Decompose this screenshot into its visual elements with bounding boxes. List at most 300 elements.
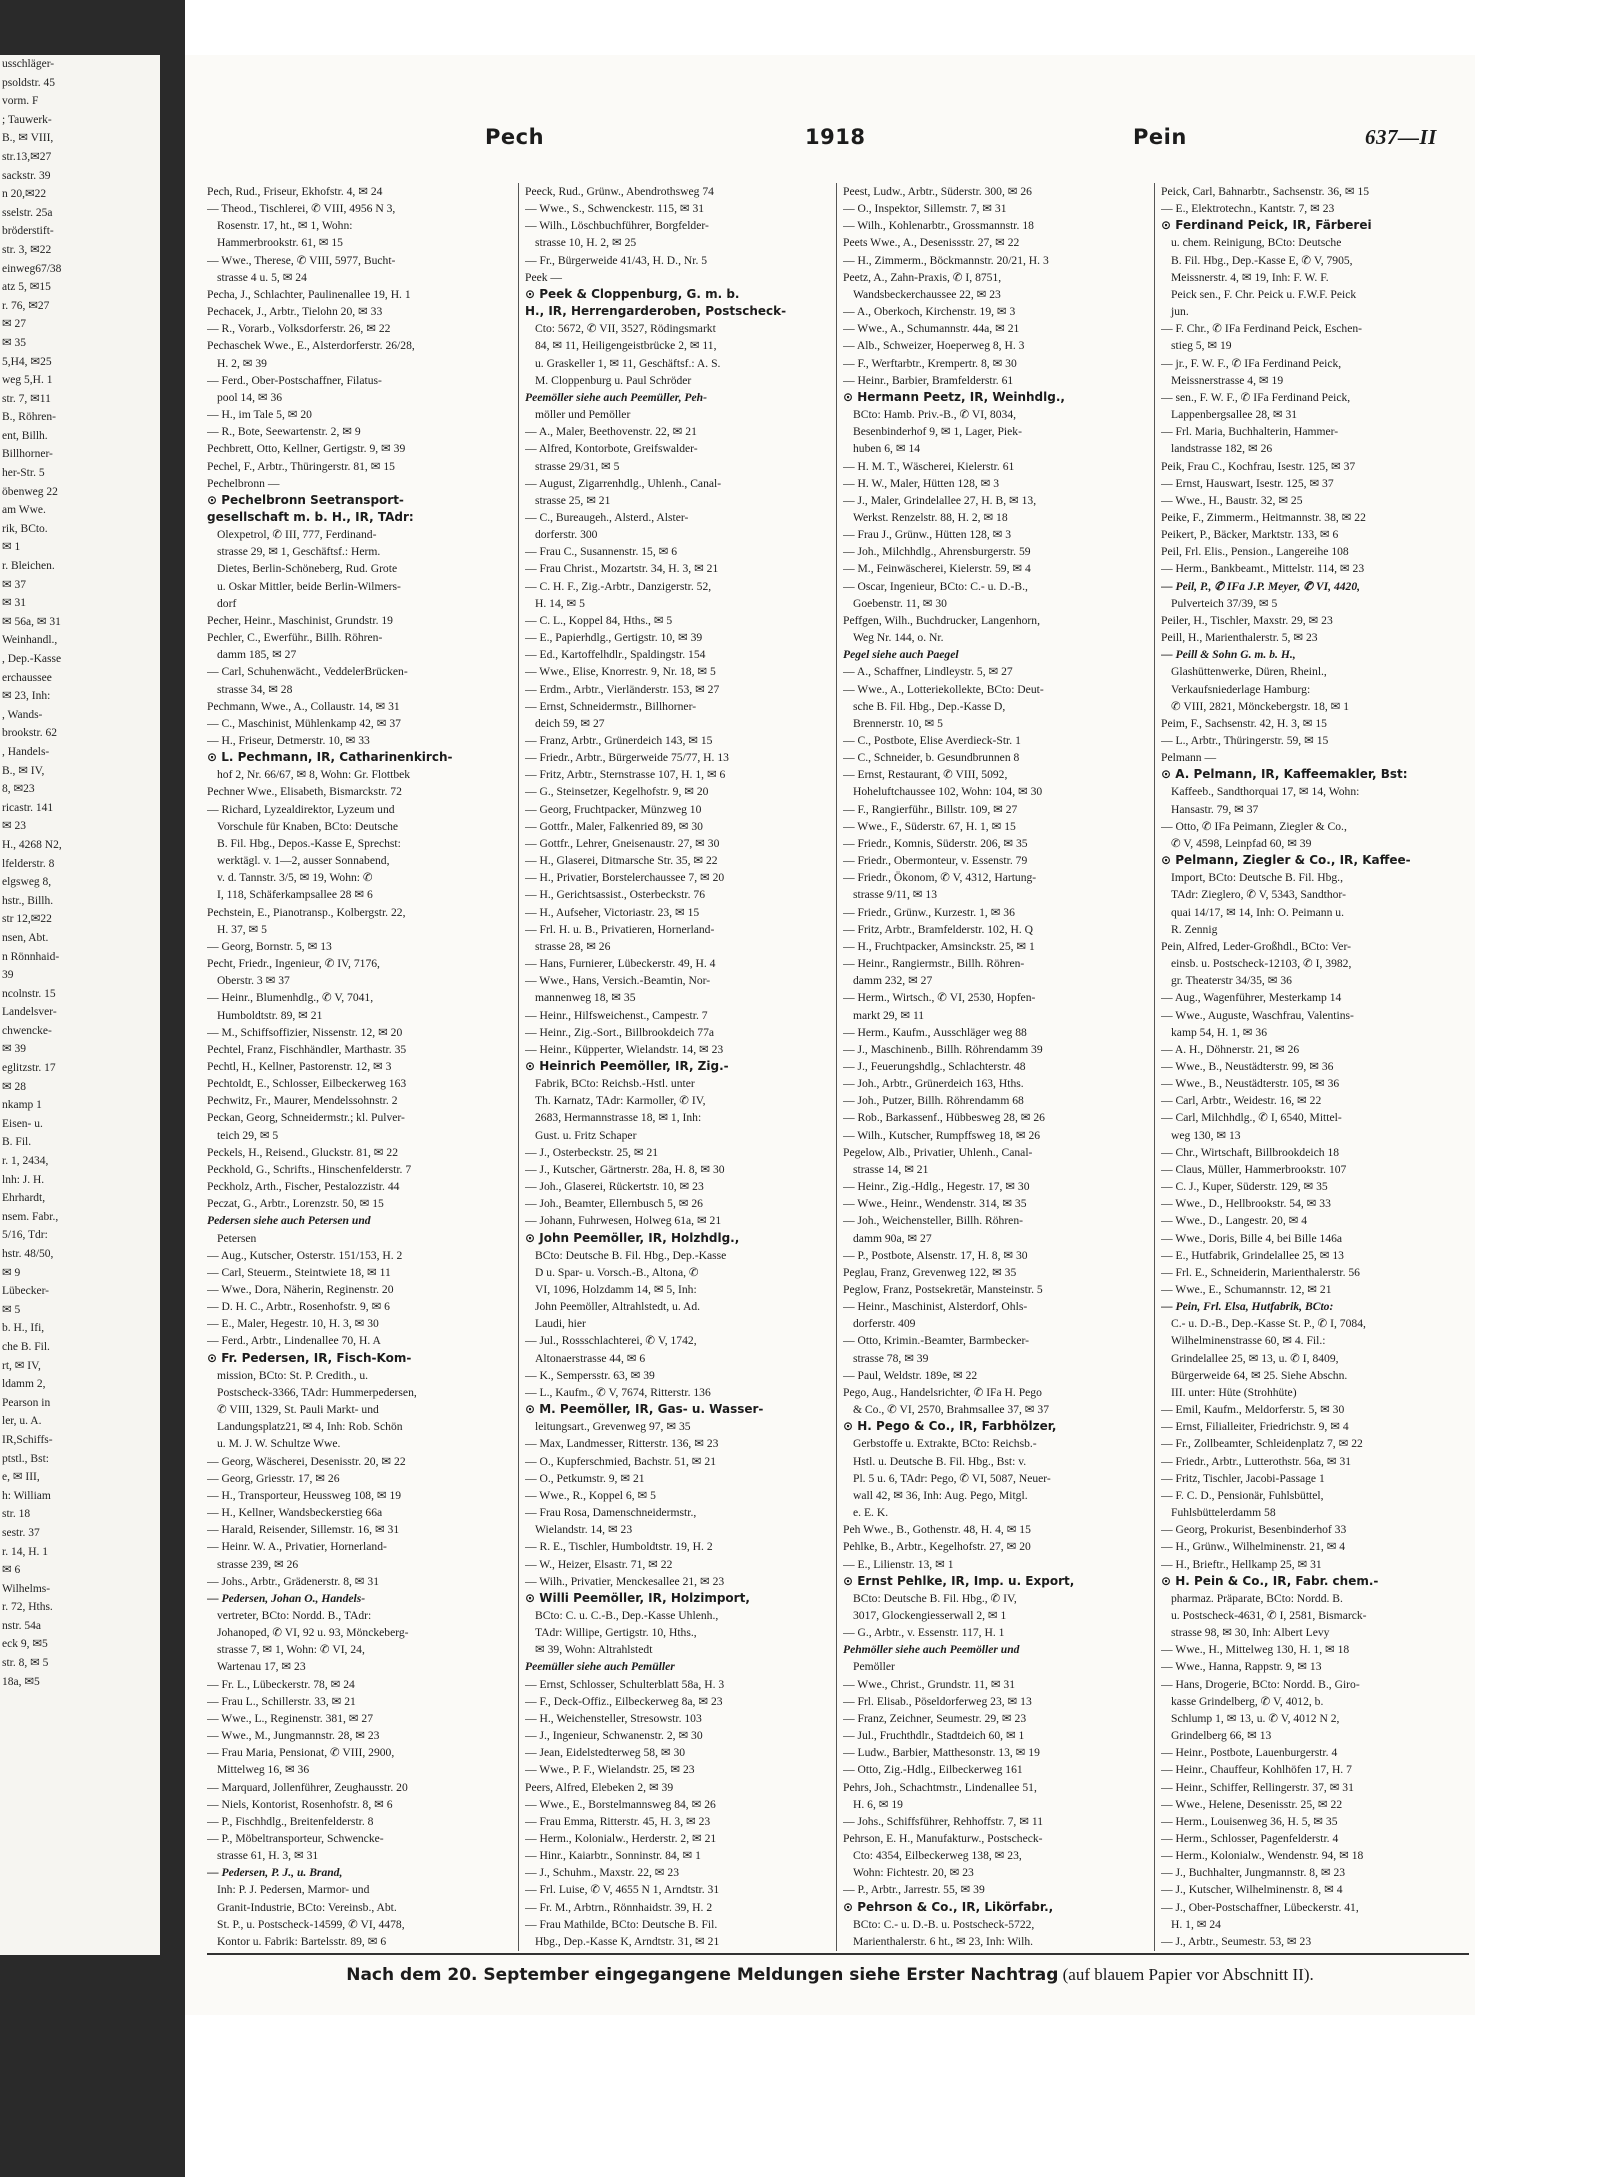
- directory-entry-line: — Carl, Arbtr., Weidestr. 16, ✉ 22: [1161, 1094, 1322, 1108]
- directory-entry-line: gr. Theaterstr 34/35, ✉ 36: [1171, 974, 1292, 988]
- directory-entry-line: — Peill & Sohn G. m. b. H.,: [1161, 648, 1296, 662]
- directory-entry-line: Rosenstr. 17, ht., ✉ 1, Wohn:: [217, 219, 353, 233]
- directory-entry-line: Pecher, Heinr., Maschinist, Grundstr. 19: [207, 613, 393, 627]
- directory-entry-line: — Joh., Putzer, Billh. Röhrendamm 68: [843, 1094, 1024, 1108]
- directory-entry-line: — Friedr., Arbtr., Bürgerweide 75/77, H. 13: [525, 751, 729, 765]
- directory-entry-line: — H. M. T., Wäscherei, Kielerstr. 61: [843, 459, 1015, 473]
- previous-page-line: Billhorner-: [2, 448, 53, 461]
- previous-page-line: str. 3, ✉22: [2, 243, 52, 256]
- previous-page-line: öbenweg 22: [2, 485, 58, 498]
- directory-entry-line: — Georg, Fruchtpacker, Münzweg 10: [525, 802, 702, 816]
- directory-entry-line: BCto: C.- u. D.-B. u. Postscheck-5722,: [853, 1917, 1035, 1931]
- directory-entry-line: — Heinr., Hilfsweichenst., Campestr. 7: [525, 1008, 708, 1022]
- directory-entry-line: — H., im Tale 5, ✉ 20: [207, 408, 312, 422]
- directory-entry-line: Pechtel, Franz, Fischhändler, Marthastr. 35: [207, 1042, 407, 1056]
- columns-area: [207, 183, 1469, 1951]
- directory-entry-line: ✆ V, 4598, Leinpfad 60, ✉ 39: [1171, 836, 1312, 850]
- directory-entry-line: strasse 61, H. 3, ✉ 31: [217, 1849, 319, 1863]
- previous-page-line: r. 72, Hths.: [2, 1601, 53, 1614]
- previous-page-line: hstr., Billh.: [2, 894, 54, 907]
- directory-entry-line: Pehrs, Joh., Schachtmstr., Lindenallee 51,: [843, 1780, 1037, 1794]
- previous-page-line: 18a, ✉5: [2, 1675, 40, 1688]
- directory-entry-line: — F. Chr., ✆ IFa Ferdinand Peick, Eschen-: [1161, 322, 1363, 336]
- directory-entry-line: ⊙ Willi Peemöller, IR, Holzimport,: [525, 1590, 750, 1605]
- bottom-rule: [207, 1953, 1469, 1955]
- directory-entry-line: — G., Steinsetzer, Kegelhofstr. 9, ✉ 20: [525, 785, 709, 799]
- directory-entry-line: Pechelbronn —: [207, 476, 280, 490]
- directory-entry-line: — Alb., Schweizer, Hoeperweg 8, H. 3: [843, 339, 1025, 353]
- directory-entry-line: vertreter, BCto: Nordd. B., TAdr:: [217, 1608, 372, 1622]
- directory-entry-line: — Joh., Milchhdlg., Ahrensburgerstr. 59: [843, 545, 1031, 559]
- previous-page-line: ✉ 23: [2, 820, 27, 833]
- directory-entry-line: Besenbinderhof 9, ✉ 1, Lager, Piek-: [853, 425, 1022, 439]
- directory-page: [185, 55, 1475, 2015]
- directory-entry-line: — H., Gerichtsassist., Osterbeckstr. 76: [525, 888, 705, 902]
- directory-entry-line: strasse 98, ✉ 30, Inh: Albert Levy: [1171, 1626, 1330, 1640]
- directory-entry-line: C.- u. D.-B., Dep.-Kasse St. P., ✆ I, 7084,: [1171, 1317, 1366, 1331]
- column-divider: [836, 183, 837, 1951]
- directory-entry-line: mannenweg 18, ✉ 35: [535, 991, 636, 1005]
- directory-entry-line: R. Zennig: [1171, 922, 1218, 936]
- previous-page-line: che B. Fil.: [2, 1340, 50, 1353]
- directory-entry-line: [1161, 1950, 1469, 1951]
- directory-entry-line: — Wwe., Dora, Näherin, Reginenstr. 20: [207, 1283, 394, 1296]
- directory-entry-line: Dietes, Berlin-Schöneberg, Rud. Grote: [217, 562, 398, 576]
- previous-page-line: str.13,✉27: [2, 150, 52, 163]
- directory-entry-line: Pemöller: [853, 1660, 895, 1674]
- directory-entry-line: — Frau Emma, Ritterstr. 45, H. 3, ✉ 23: [525, 1814, 711, 1828]
- directory-entry-line: — Frl. E., Schneiderin, Marienthalerstr. 56: [1161, 1265, 1360, 1279]
- directory-entry-line: Altonaerstrasse 44, ✉ 6: [535, 1351, 646, 1365]
- previous-page-line: , Dep.-Kasse: [2, 653, 62, 665]
- directory-entry-line: — Ernst, Filialleiter, Friedrichstr. 9, ✉ 4: [1161, 1420, 1349, 1434]
- directory-entry-line: BCto: Hamb. Priv.-B., ✆ VI, 8034,: [853, 408, 1017, 422]
- directory-entry-line: — Wwe., S., Schwenckestr. 115, ✉ 31: [525, 202, 705, 216]
- directory-entry-line: — Carl, Schuhenwächt., VeddelerBrücken-: [207, 665, 408, 679]
- directory-entry-line: ⊙ Hermann Peetz, IR, Weinhdlg.,: [843, 389, 1065, 404]
- directory-entry-line: VI, 1096, Holzdamm 14, ✉ 5, Inh:: [535, 1283, 697, 1296]
- directory-entry-line: sche B. Fil. Hbg., Dep.-Kasse D,: [853, 699, 1006, 713]
- directory-entry-line: — Friedr., Obermonteur, v. Essenstr. 79: [843, 854, 1028, 868]
- directory-entry-line: — W., Heizer, Elsastr. 71, ✉ 22: [525, 1557, 673, 1571]
- directory-entry-line: — J., Osterbeckstr. 25, ✉ 21: [525, 1145, 659, 1159]
- previous-page-line: lfelderstr. 8: [2, 857, 55, 870]
- directory-entry-line: Granit-Industrie, BCto: Vereinsb., Abt.: [217, 1900, 397, 1914]
- directory-entry-line: — Wwe., B., Neustädterstr. 105, ✉ 36: [1161, 1077, 1340, 1091]
- directory-entry-line: Pecha, J., Schlachter, Paulinenallee 19, H. 1: [207, 287, 411, 301]
- directory-entry-line: Wartenau 17, ✉ 23: [217, 1660, 306, 1674]
- directory-entry-line: Peglau, Franz, Grevenweg 122, ✉ 35: [843, 1265, 1017, 1279]
- directory-entry-line: — August, Zigarrenhdlg., Uhlenh., Canal-: [525, 476, 722, 490]
- directory-entry-line: — Jul., Rossschlachterei, ✆ V, 1742,: [525, 1334, 697, 1348]
- directory-entry-line: — Herm., Kolonialw., Herderstr. 2, ✉ 21: [525, 1832, 717, 1845]
- directory-entry-line: Postscheck-3366, TAdr: Hummerpedersen,: [217, 1385, 417, 1399]
- directory-entry-line: strasse 29, ✉ 1, Geschäftsf.: Herm.: [217, 545, 381, 559]
- directory-entry-line: — Harald, Reisender, Sillemstr. 16, ✉ 31: [207, 1523, 400, 1537]
- directory-entry-line: hof 2, Nr. 66/67, ✉ 8, Wohn: Gr. Flottbek: [217, 768, 411, 782]
- directory-entry-line: — Rob., Barkassenf., Hübbesweg 28, ✉ 26: [843, 1111, 1045, 1125]
- directory-entry-line: mission, BCto: St. P. Credith., u.: [217, 1368, 369, 1382]
- page-header: [185, 125, 1475, 165]
- directory-entry-line: — Niels, Kontorist, Rosenhofstr. 8, ✉ 6: [207, 1797, 393, 1811]
- directory-entry-line: dorferstr. 300: [535, 528, 598, 542]
- directory-entry-line: — J., Buchhalter, Jungmannstr. 8, ✉ 23: [1161, 1866, 1346, 1880]
- previous-page-line: r. 76, ✉27: [2, 299, 50, 312]
- directory-entry-line: — Frau Christ., Mozartstr. 34, H. 3, ✉ 21: [525, 562, 719, 576]
- directory-entry-line: — Joh., Beamter, Ellernbusch 5, ✉ 26: [525, 1197, 703, 1211]
- directory-entry-line: — Fr., Zollbeamter, Schleidenplatz 7, ✉ 22: [1161, 1437, 1363, 1451]
- directory-entry-line: u. Oskar Mittler, beide Berlin-Wilmers-: [217, 579, 401, 593]
- directory-entry-line: — C., Postbote, Elise Averdieck-Str. 1: [843, 734, 1021, 747]
- directory-entry-line: — Frau C., Susannenstr. 15, ✉ 6: [525, 545, 678, 559]
- directory-entry-line: Werkst. Renzelstr. 88, H. 2, ✉ 18: [853, 510, 1008, 524]
- directory-entry-line: damm 232, ✉ 27: [853, 974, 933, 988]
- directory-entry-line: — H., Kellner, Wandsbeckerstieg 66a: [207, 1506, 383, 1520]
- directory-entry-line: H. 37, ✉ 5: [217, 922, 267, 936]
- directory-entry-line: Pechaschek Wwe., E., Alsterdorferstr. 26/28,: [207, 339, 415, 353]
- directory-entry-line: Glashüttenwerke, Düren, Rheinl.,: [1171, 665, 1327, 679]
- directory-entry-line: — E., Hutfabrik, Grindelallee 25, ✉ 13: [1161, 1248, 1344, 1262]
- directory-entry-line: — Aug., Wagenführer, Mesterkamp 14: [1161, 991, 1342, 1005]
- directory-entry-line: — Joh., Weichensteller, Billh. Röhren-: [843, 1214, 1023, 1228]
- directory-entry-line: kasse Grindelberg, ✆ V, 4012, b.: [1171, 1694, 1324, 1708]
- directory-entry-line: — C., Bureaugeh., Alsterd., Alster-: [525, 510, 689, 524]
- directory-entry-line: Pego, Aug., Handelsrichter, ✆ IFa H. Pego: [843, 1385, 1042, 1399]
- directory-entry-line: — Frau Maria, Pensionat, ✆ VIII, 2900,: [207, 1746, 395, 1760]
- directory-entry-line: Verkaufsniederlage Hamburg:: [1171, 682, 1311, 696]
- directory-entry-line: ✆ VIII, 1329, St. Pauli Markt- und: [217, 1403, 379, 1417]
- previous-page-line: elgsweg 8,: [2, 876, 52, 889]
- directory-entry-line: — Otto, ✆ IFa Peimann, Ziegler & Co.,: [1161, 819, 1347, 833]
- directory-entry-line: — Frl. Maria, Buchhalterin, Hammer-: [1161, 425, 1339, 439]
- directory-entry-line: — J., Ingenieur, Schwanenstr. 2, ✉ 30: [525, 1729, 703, 1743]
- directory-entry-line: Pehmöller siehe auch Peemöller und: [843, 1643, 1020, 1657]
- directory-entry-line: — Hans, Drogerie, BCto: Nordd. B., Giro-: [1161, 1677, 1360, 1691]
- directory-entry-line: — Ludw., Barbier, Matthesonstr. 13, ✉ 19: [843, 1746, 1040, 1760]
- directory-entry-line: strasse 9/11, ✉ 13: [853, 888, 937, 902]
- directory-entry-line: — Erdm., Arbtr., Vierländerstr. 153, ✉ 27: [525, 682, 720, 696]
- previous-page-line: b. H., Ifi,: [2, 1322, 45, 1335]
- column-divider: [1154, 183, 1155, 1951]
- directory-entry-line: stieg 5, ✉ 19: [1171, 339, 1232, 353]
- directory-entry-line: — E., Elektrotechn., Kantstr. 7, ✉ 23: [1161, 202, 1335, 216]
- directory-entry-line: — Herm., Bankbeamt., Mittelstr. 114, ✉ 23: [1161, 562, 1365, 576]
- directory-entry-line: Marienthalerstr. 6 ht., ✉ 23, Inh: Wilh.: [853, 1934, 1034, 1948]
- directory-entry-line: Weg Nr. 144, o. Nr.: [853, 631, 944, 645]
- directory-entry-line: B. Fil. Hbg., Depos.-Kasse E, Sprechst:: [217, 836, 401, 850]
- directory-entry-line: — Heinr., Schiffer, Rellingerstr. 37, ✉ 31: [1161, 1780, 1354, 1794]
- directory-entry-line: — H., Grünw., Wilhelminenstr. 21, ✉ 4: [1161, 1540, 1346, 1554]
- directory-entry-line: Peetz, A., Zahn-Praxis, ✆ I, 8751,: [843, 270, 1002, 284]
- previous-page-line: Pearson in: [2, 1396, 51, 1409]
- directory-entry-line: — O., Petkumstr. 9, ✉ 21: [525, 1471, 645, 1485]
- directory-entry-line: — Marquard, Jollenführer, Zeughausstr. 20: [207, 1780, 408, 1794]
- directory-entry-line: — Wwe., H., Baustr. 32, ✉ 25: [1161, 493, 1303, 507]
- directory-entry-line: — Ernst, Hauswart, Isestr. 125, ✉ 37: [1161, 476, 1334, 490]
- previous-page-line: ler, u. A.: [2, 1415, 42, 1428]
- directory-entry-line: — Ferd., Ober-Postschaffner, Filatus-: [207, 373, 382, 387]
- directory-entry-line: möller und Pemöller: [535, 408, 631, 422]
- directory-entry-line: kamp 54, H. 1, ✉ 36: [1171, 1025, 1268, 1039]
- directory-entry-line: — J., Maler, Grindelallee 27, H. B, ✉ 13,: [843, 493, 1037, 507]
- directory-entry-line: damm 185, ✉ 27: [217, 648, 297, 662]
- directory-entry-line: — A., Maler, Beethovenstr. 22, ✉ 21: [525, 425, 697, 439]
- directory-entry-line: dorferstr. 409: [853, 1317, 916, 1331]
- directory-entry-line: Pecht, Friedr., Ingenieur, ✆ IV, 7176,: [207, 957, 380, 971]
- previous-page-line: ✉ 9: [2, 1266, 21, 1279]
- directory-entry-line: strasse 34, ✉ 28: [217, 682, 293, 696]
- directory-entry-line: Peckhold, G., Schrifts., Hinschenfelderstr. 7: [207, 1162, 412, 1176]
- previous-page-line: str. 8, ✉ 5: [2, 1657, 49, 1670]
- directory-entry-line: — Georg, Prokurist, Besenbinderhof 33: [1161, 1523, 1347, 1537]
- previous-page-line: 5/16, Tdr:: [2, 1229, 48, 1242]
- directory-entry-line: — Richard, Lyzealdirektor, Lyzeum und: [207, 802, 395, 816]
- previous-page-line: eglitzstr. 17: [2, 1062, 56, 1075]
- directory-entry-line: — Jul., Fruchthdlr., Stadtdeich 60, ✉ 1: [843, 1729, 1025, 1743]
- directory-entry-line: Peik, Frau C., Kochfrau, Isestr. 125, ✉ 37: [1161, 459, 1356, 473]
- directory-entry-line: — H., Privatier, Borstelerchaussee 7, ✉ 20: [525, 871, 725, 885]
- directory-entry-line: Petersen: [217, 1231, 257, 1245]
- directory-entry-line: Hstl. u. Deutsche B. Fil. Hbg., Bst: v.: [853, 1454, 1027, 1468]
- directory-entry-line: v. d. Tannstr. 3/5, ✉ 19, Wohn: ✆: [217, 871, 373, 885]
- previous-page-line: sselstr. 25a: [2, 206, 53, 219]
- directory-entry-line: — Heinr. W. A., Privatier, Hornerland-: [207, 1540, 387, 1554]
- directory-entry-line: Peike, F., Zimmerm., Heitmannstr. 38, ✉ 22: [1161, 510, 1366, 524]
- directory-entry-line: Hammerbrookstr. 61, ✉ 15: [217, 236, 343, 250]
- directory-entry-line: — Aug., Kutscher, Osterstr. 151/153, H. 2: [207, 1248, 403, 1262]
- directory-entry-line: Wandsbeckerchaussee 22, ✉ 23: [853, 287, 1001, 301]
- directory-entry-line: Peick, Carl, Bahnarbtr., Sachsenstr. 36, ✉ 15: [1161, 185, 1370, 198]
- previous-page-line: B., ✉ VIII,: [2, 132, 54, 145]
- directory-entry-line: — Joh., Glaserei, Rückertstr. 10, ✉ 23: [525, 1180, 704, 1194]
- directory-entry-line: — J., Maschinenb., Billh. Röhrendamm 39: [843, 1042, 1043, 1056]
- directory-entry-line: Fabrik, BCto: Reichsb.-Hstl. unter: [535, 1077, 695, 1091]
- directory-entry-line: — Wwe., Helene, Desenisstr. 25, ✉ 22: [1161, 1797, 1343, 1811]
- directory-entry-line: — Friedr., Ökonom, ✆ V, 4312, Hartung-: [843, 871, 1037, 885]
- directory-entry-line: — Theod., Tischlerei, ✆ VIII, 4956 N 3,: [207, 202, 396, 216]
- previous-page-line: ✉ 27: [2, 318, 27, 331]
- directory-entry-line: — Otto, Zig.-Hdlg., Eilbeckerweg 161: [843, 1763, 1023, 1777]
- directory-entry-line: — Frl. Elisab., Pöseldorferweg 23, ✉ 13: [843, 1694, 1032, 1708]
- directory-entry-line: Peffgen, Wilh., Buchdrucker, Langenhorn,: [843, 613, 1040, 627]
- directory-entry-line: — M., Schiffsoffizier, Nissenstr. 12, ✉ 20: [207, 1025, 403, 1039]
- directory-entry-line: — Chr., Wirtschaft, Billbrookdeich 18: [1161, 1145, 1340, 1159]
- directory-entry-line: Grindelberg 66, ✉ 13: [1171, 1729, 1272, 1743]
- previous-page-line: weg 5,H. 1: [2, 374, 53, 387]
- previous-page-line: erchaussee: [2, 671, 52, 684]
- directory-entry-line: — P., Postbote, Alsenstr. 17, H. 8, ✉ 30: [843, 1248, 1028, 1262]
- directory-entry-line: — Herm., Schlosser, Pagenfelderstr. 4: [1161, 1832, 1339, 1845]
- directory-entry-line: H. 14, ✉ 5: [535, 596, 585, 610]
- directory-entry-line: — jr., F. W. F., ✆ IFa Ferdinand Peick,: [1161, 356, 1342, 370]
- footer-bold-text: Nach dem 20. September eingegangene Meldungen siehe Erster Nachtrag: [346, 1965, 1059, 1985]
- directory-entry-line: — Friedr., Arbtr., Lutterothstr. 56a, ✉ 31: [1161, 1454, 1352, 1468]
- previous-page-line: ent, Billh.: [2, 429, 48, 442]
- previous-page-line: str. 18: [2, 1508, 31, 1521]
- directory-entry-line: strasse 25, ✉ 21: [535, 493, 611, 507]
- previous-page-line: Landelsver-: [2, 1006, 57, 1019]
- directory-entry-line: — J., Feuerungshdlg., Schlachterstr. 48: [843, 1059, 1026, 1073]
- directory-entry-line: — Wwe., L., Reginenstr. 381, ✉ 27: [207, 1711, 373, 1725]
- directory-entry-line: Bürgerweide 64, ✉ 25. Siehe Abschn.: [1171, 1368, 1348, 1382]
- directory-entry-line: — Heinr., Rangiermstr., Billh. Röhren-: [843, 957, 1025, 971]
- directory-entry-line: — Peil, P., ✆ IFa J.P. Meyer, ✆ VI, 4420,: [1161, 579, 1361, 593]
- directory-entry-line: Pehrson, E. H., Manufakturw., Postscheck-: [843, 1832, 1043, 1845]
- directory-entry-line: ⊙ Ernst Pehlke, IR, Imp. u. Export,: [843, 1573, 1075, 1588]
- previous-page-line: nstr. 54a: [2, 1619, 41, 1632]
- directory-entry-line: Peil, Frl. Elis., Pension., Langereihe 108: [1161, 545, 1349, 559]
- directory-entry-line: Pechel, F., Arbtr., Thüringerstr. 81, ✉ 15: [207, 459, 395, 473]
- directory-entry-line: — Wwe., Hanna, Rappstr. 9, ✉ 13: [1161, 1660, 1322, 1674]
- directory-entry-line: Peim, F., Sachsenstr. 42, H. 3, ✉ 15: [1161, 716, 1327, 730]
- directory-entry-line: Schlump 1, ✉ 13, u. ✆ V, 4012 N 2,: [1171, 1711, 1340, 1725]
- directory-entry-line: ⊙ M. Peemöller, IR, Gas- u. Wasser-: [525, 1402, 764, 1417]
- directory-entry-line: — Fr., Bürgerweide 41/43, H. D., Nr. 5: [525, 253, 708, 267]
- directory-entry-line: gesellschaft m. b. H., IR, TAdr:: [207, 509, 414, 524]
- directory-entry-line: Pechtl, H., Kellner, Pastorenstr. 12, ✉ 3: [207, 1059, 392, 1073]
- directory-entry-line: B. Fil. Hbg., Dep.-Kasse E, ✆ V, 7905,: [1171, 253, 1353, 267]
- directory-entry-line: — H., Glaserei, Ditmarsche Str. 35, ✉ 22: [525, 854, 718, 868]
- directory-entry-line: ⊙ Pechelbronn Seetransport-: [207, 492, 404, 507]
- previous-page-line: ✉ 1: [2, 541, 21, 554]
- directory-entry-line: Oberstr. 3 ✉ 37: [217, 974, 290, 988]
- previous-page-line: B., ✉ IV,: [2, 764, 45, 777]
- previous-page-line: Weinhandl.,: [2, 634, 58, 647]
- directory-entry-line: Pehlke, B., Arbtr., Kegelhofstr. 27, ✉ 20: [843, 1540, 1031, 1554]
- directory-entry-line: — Jean, Eidelstedterweg 58, ✉ 30: [525, 1746, 686, 1760]
- directory-entry-line: leitungsart., Grevenweg 97, ✉ 35: [535, 1420, 691, 1434]
- directory-entry-line: wall 42, ✉ 36, Inh: Aug. Pego, Mitgl.: [853, 1488, 1028, 1502]
- directory-entry-line: ⊙ Ferdinand Peick, IR, Färberei: [1161, 218, 1372, 233]
- directory-entry-line: Wohn: Fichtestr. 20, ✉ 23: [853, 1866, 974, 1880]
- directory-entry-line: — C. L., Koppel 84, Hths., ✉ 5: [525, 613, 673, 627]
- directory-entry-line: Meissnerstrasse 4, ✉ 19: [1171, 373, 1284, 387]
- directory-entry-line: Cto: 4354, Eilbeckerweg 138, ✉ 23,: [853, 1849, 1022, 1863]
- directory-entry-line: Peets Wwe., A., Desenissstr. 27, ✉ 22: [843, 236, 1020, 250]
- directory-entry-line: strasse 10, H. 2, ✉ 25: [535, 236, 637, 250]
- previous-page-line: Lübecker-: [2, 1285, 50, 1298]
- directory-entry-line: III. unter: Hüte (Strohhüte): [1171, 1385, 1297, 1399]
- directory-entry-line: Hoheluftchaussee 102, Wohn: 104, ✉ 30: [853, 785, 1043, 799]
- column-3: [843, 183, 1149, 1951]
- column-1: [207, 183, 513, 1951]
- directory-entry-line: — Friedr., Grünw., Kurzestr. 1, ✉ 36: [843, 905, 1015, 919]
- column-4: [1161, 183, 1469, 1951]
- directory-entry-line: strasse 7, ✉ 1, Wohn: ✆ VI, 24,: [217, 1643, 365, 1657]
- previous-page-line: her-Str. 5: [2, 467, 45, 480]
- previous-page-line: ricastr. 141: [2, 801, 54, 814]
- footer-note: [185, 1965, 1475, 1985]
- footer-normal-text: (auf blauem Papier vor Abschnitt II).: [1062, 1965, 1314, 1984]
- previous-page-line: , Wands-: [2, 708, 43, 721]
- previous-page-line: H., 4268 N2,: [2, 838, 62, 851]
- directory-entry-line: — Max, Landmesser, Ritterstr. 136, ✉ 23: [525, 1437, 719, 1451]
- directory-entry-line: — Ernst, Schlosser, Schulterblatt 58a, H. 3: [525, 1677, 725, 1691]
- directory-entry-line: — Georg, Bornstr. 5, ✉ 13: [207, 939, 332, 953]
- previous-page-line: vorm. F: [2, 95, 39, 108]
- directory-entry-line: Pechtoldt, E., Schlosser, Eilbeckerweg 163: [207, 1077, 407, 1091]
- directory-entry-line: — L., Kaufm., ✆ V, 7674, Ritterstr. 136: [525, 1385, 711, 1399]
- directory-entry-line: — Carl, Milchhdlg., ✆ I, 6540, Mittel-: [1161, 1111, 1342, 1125]
- directory-entry-line: — Johann, Fuhrwesen, Holweg 61a, ✉ 21: [525, 1214, 722, 1228]
- previous-page-line: ✉ 5: [2, 1303, 21, 1316]
- directory-entry-line: — Hinr., Kaiarbtr., Sonninstr. 84, ✉ 1: [525, 1849, 701, 1863]
- directory-entry-line: strasse 29/31, ✉ 5: [535, 459, 620, 473]
- directory-entry-line: — Herm., Wirtsch., ✆ VI, 2530, Hopfen-: [843, 991, 1036, 1005]
- previous-page-line: n 20,✉22: [2, 188, 47, 201]
- previous-page-line: sackstr. 39: [2, 169, 51, 182]
- header-year: 1918: [805, 125, 866, 149]
- directory-entry-line: — Heinr., Blumenhdlg., ✆ V, 7041,: [207, 991, 374, 1005]
- directory-entry-line: ⊙ Heinrich Peemöller, IR, Zig.-: [525, 1058, 729, 1073]
- directory-entry-line: quai 14/17, ✉ 14, Inh: O. Peimann u.: [1171, 905, 1344, 919]
- directory-entry-line: — Alfred, Kontorbote, Greifswalder-: [525, 442, 698, 456]
- directory-entry-line: — Ernst, Schneidermstr., Billhorner-: [525, 699, 697, 713]
- directory-entry-line: teich 29, ✉ 5: [217, 1128, 279, 1142]
- directory-entry-line: — Wwe., F., Süderstr. 67, H. 1, ✉ 15: [843, 819, 1016, 833]
- previous-page-line: brookstr. 62: [2, 727, 57, 740]
- directory-entry-line: Peckholz, Arth., Fischer, Pestalozzistr. 44: [207, 1180, 400, 1194]
- directory-entry-line: Peick sen., F. Chr. Peick u. F.W.F. Peick: [1171, 287, 1357, 301]
- directory-entry-line: — O., Kupferschmied, Bachstr. 51, ✉ 21: [525, 1454, 716, 1468]
- directory-entry-line: Kaffeeb., Sandthorquai 17, ✉ 14, Wohn:: [1171, 785, 1360, 799]
- directory-entry-line: — sen., F. W. F., ✆ IFa Ferdinand Peick,: [1161, 390, 1351, 404]
- directory-entry-line: — Georg, Wäscherei, Desenisstr. 20, ✉ 22: [207, 1454, 406, 1468]
- directory-entry-line: [843, 1950, 1149, 1951]
- directory-entry-line: TAdr: Zieglero, ✆ V, 5343, Sandthor-: [1171, 888, 1346, 902]
- directory-entry-line: — C. J., Kuper, Süderstr. 129, ✉ 35: [1161, 1180, 1328, 1194]
- directory-entry-line: — Heinr., Zig.-Sort., Billbrookdeich 77a: [525, 1025, 715, 1039]
- directory-entry-line: — R., Vorarb., Volksdorferstr. 26, ✉ 22: [207, 322, 391, 336]
- directory-entry-line: — C., Maschinist, Mühlenkamp 42, ✉ 37: [207, 716, 401, 730]
- directory-entry-line: — H., Zimmerm., Böckmannstr. 20/21, H. 3: [843, 253, 1049, 267]
- header-page-number: 637—II: [1365, 125, 1437, 149]
- directory-entry-line: — Herm., Louisenweg 36, H. 5, ✉ 35: [1161, 1814, 1338, 1828]
- directory-entry-line: — Ernst, Restaurant, ✆ VIII, 5092,: [843, 768, 1008, 782]
- directory-entry-line: — Wwe., R., Koppel 6, ✉ 5: [525, 1488, 656, 1502]
- directory-entry-line: — J., Ober-Postschaffner, Lübeckerstr. 41,: [1161, 1900, 1359, 1914]
- directory-entry-line: St. P., u. Postscheck-14599, ✆ VI, 4478,: [217, 1917, 405, 1931]
- previous-page-line: nsen, Abt.: [2, 931, 49, 944]
- directory-entry-line: — Pedersen, Johan O., Handels-: [207, 1591, 366, 1605]
- directory-entry-line: — Frau Rosa, Damenschneidermstr.,: [525, 1506, 697, 1520]
- directory-entry-line: Pegel siehe auch Paegel: [843, 648, 959, 662]
- directory-entry-line: strasse 4 u. 5, ✉ 24: [217, 270, 307, 284]
- previous-page-line: 8, ✉23: [2, 783, 35, 796]
- directory-entry-line: Goebenstr. 11, ✉ 30: [853, 596, 947, 610]
- previous-page-line: chwencke-: [2, 1024, 52, 1037]
- directory-entry-line: H., IR, Herrengarderoben, Postscheck-: [525, 304, 787, 319]
- directory-entry-line: ⊙ Fr. Pedersen, IR, Fisch-Kom-: [207, 1350, 412, 1365]
- previous-page-line: ✉ 28: [2, 1080, 27, 1093]
- directory-entry-line: Pechner Wwe., Elisabeth, Bismarckstr. 72: [207, 785, 402, 799]
- previous-page-line: ncolnstr. 15: [2, 987, 56, 1000]
- directory-entry-line: deich 59, ✉ 27: [535, 716, 605, 730]
- previous-page-line: Eisen- u.: [2, 1117, 43, 1130]
- directory-entry-line: H. 2, ✉ 39: [217, 356, 267, 370]
- directory-entry-line: — Wwe., Christ., Grundstr. 11, ✉ 31: [843, 1677, 1016, 1691]
- directory-entry-line: dorf: [217, 596, 237, 610]
- directory-entry-line: Wilhelminenstrasse 60, ✉ 4. Fil.:: [1171, 1334, 1326, 1348]
- previous-page-line: str 12,✉22: [2, 913, 52, 926]
- directory-entry-line: — P., Fischhdlg., Breitenfelderstr. 8: [207, 1814, 374, 1828]
- previous-page-line: usschläger-: [2, 58, 55, 70]
- directory-entry-line: BCto: C. u. C.-B., Dep.-Kasse Uhlenh.,: [535, 1608, 719, 1622]
- directory-entry-line: — Paul, Weldstr. 189e, ✉ 22: [843, 1368, 978, 1382]
- directory-entry-line: — O., Inspektor, Sillemstr. 7, ✉ 31: [843, 202, 1007, 216]
- directory-entry-line: — Hans, Furnierer, Lübeckerstr. 49, H. 4: [525, 957, 716, 971]
- directory-entry-line: ⊙ A. Pelmann, IR, Kaffeemakler, Bst:: [1161, 767, 1408, 782]
